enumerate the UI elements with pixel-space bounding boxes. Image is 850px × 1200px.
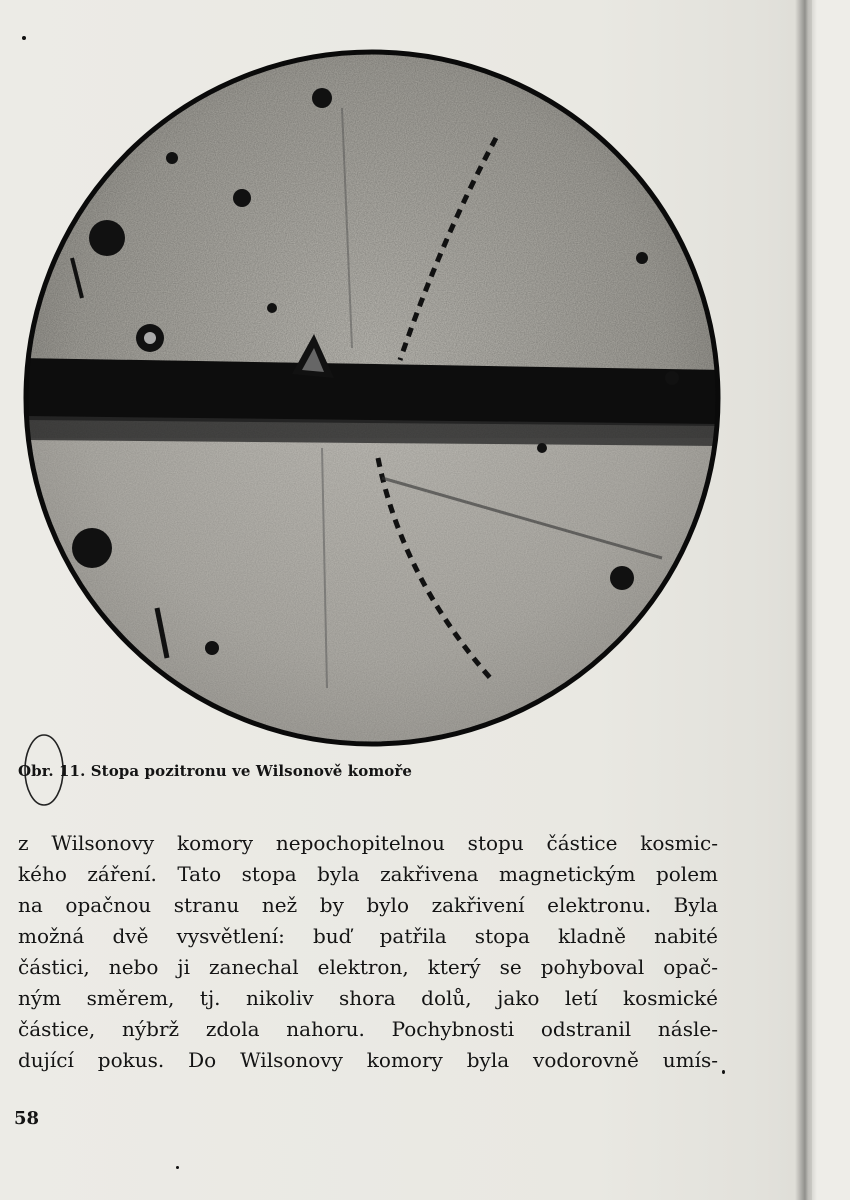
paper-speck (22, 36, 26, 40)
page-number: 58 (14, 1108, 40, 1129)
figure-caption: Obr. 11. Stopa pozitronu ve Wilsonově komoře (18, 762, 413, 780)
body-line: částici, nebo ji zanechal elektron, který se pohyboval opač- (18, 955, 718, 979)
cloud-chamber-photograph (22, 48, 722, 748)
body-line: z Wilsonovy komory nepochopitelnou stopu částice kosmic- (18, 831, 718, 855)
paper-speck (176, 1166, 179, 1169)
adjacent-page-edge (812, 0, 850, 1200)
body-text (18, 828, 718, 1076)
body-line: kého záření. Tato stopa byla zakřivena magnetickým polem (18, 862, 718, 886)
body-line: na opačnou stranu než by bylo zakřivení elektronu. Byla (18, 893, 718, 917)
body-line: ným směrem, tj. nikoliv shora dolů, jako letí kosmické (18, 986, 718, 1010)
paper-speck (722, 1070, 725, 1074)
book-spine-shadow (795, 0, 817, 1200)
body-line: částice, nýbrž zdola nahoru. Pochybnosti odstranil násle- (18, 1017, 718, 1041)
body-line: možná dvě vysvětlení: buď patřila stopa kladně nabité (18, 924, 718, 948)
body-line: dující pokus. Do Wilsonovy komory byla vodorovně umís- (18, 1048, 718, 1072)
